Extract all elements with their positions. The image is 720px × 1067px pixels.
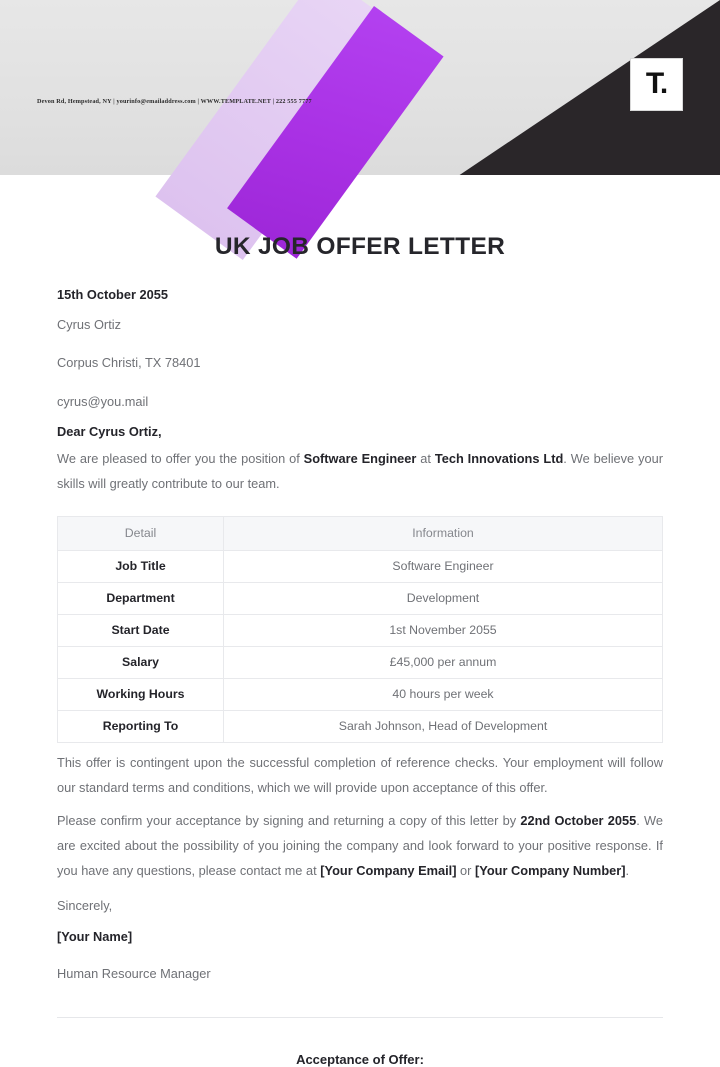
row-value: 1st November 2055 [224,614,663,646]
intro-text-part-1: We are pleased to offer you the position of [57,450,304,466]
letter-closing-block [57,751,663,982]
page-title: UK JOB OFFER LETTER [214,233,506,260]
row-label: Reporting To [58,710,224,742]
table-row [58,710,663,742]
company-number-placeholder: [Your Company Number] [475,862,626,878]
table-body [58,550,663,742]
confirm-text-part-4: . [625,862,630,878]
offered-position: Software Engineer [303,450,417,466]
company-email-placeholder: [Your Company Email] [320,862,457,878]
confirm-text-part-2: . We are excited about the possibility of you joining the company and look forward to your positive response. If you have any questions, please contact me at [57,812,664,878]
intro-text-part-2: at [416,450,435,466]
acceptance-deadline: 22nd October 2055 [520,812,637,828]
recipient-email: cyrus@you.mail [57,393,149,409]
row-label: Working Hours [58,678,224,710]
row-value: 40 hours per week [224,678,663,710]
signer-title: Human Resource Manager [57,965,211,981]
table-header-detail: Detail [58,516,224,550]
recipient-address: Corpus Christi, TX 78401 [57,355,201,371]
offer-details-table-wrapper [57,516,663,743]
table-row [58,550,663,582]
confirmation-paragraph [57,809,663,884]
letter-heading-block [57,287,663,497]
letterhead-contact-line: Devon Rd, Hempstead, NY | yourinfo@emailaddress.com | WWW.TEMPLATE.NET | 222 555 7777 [37,98,312,105]
recipient-name: Cyrus Ortiz [57,317,121,332]
intro-paragraph [57,447,663,497]
intro-text-part-3: . We believe your skills will greatly contribute to our team. [57,450,663,491]
row-label: Salary [58,646,224,678]
letter-body [0,175,720,1067]
table-row [58,614,663,646]
confirm-text-part-3: or [456,862,475,878]
row-value: Sarah Johnson, Head of Development [224,710,663,742]
table-row [58,646,663,678]
table-row [58,582,663,614]
row-value: Development [224,582,663,614]
table-row [58,678,663,710]
row-label: Job Title [58,550,224,582]
signer-name: [Your Name] [57,928,133,944]
company-name: Tech Innovations Ltd [434,450,564,466]
company-logo [631,59,682,110]
table-header-row [58,516,663,550]
logo-wordmark: T. [645,66,668,100]
row-label: Start Date [58,614,224,646]
confirm-text-part-1: Please confirm your acceptance by signing and returning a copy of this letter by [57,812,521,828]
closing-salutation: Sincerely, [57,898,113,914]
row-value: Software Engineer [224,550,663,582]
row-label: Department [58,582,224,614]
table-header-information: Information [224,516,663,550]
offer-details-table [57,516,663,743]
contingency-paragraph: This offer is contingent upon the successful completion of reference checks. Your employment will follow our standard terms and conditions, which we will provide upon acceptance of this offer. [57,754,663,795]
section-divider [57,1017,663,1018]
acceptance-heading: Acceptance of Offer: [296,1052,424,1067]
letterhead-banner [0,0,720,175]
letter-date: 15th October 2055 [57,287,168,302]
salutation: Dear Cyrus Ortiz, [57,423,162,439]
row-value: £45,000 per annum [224,646,663,678]
